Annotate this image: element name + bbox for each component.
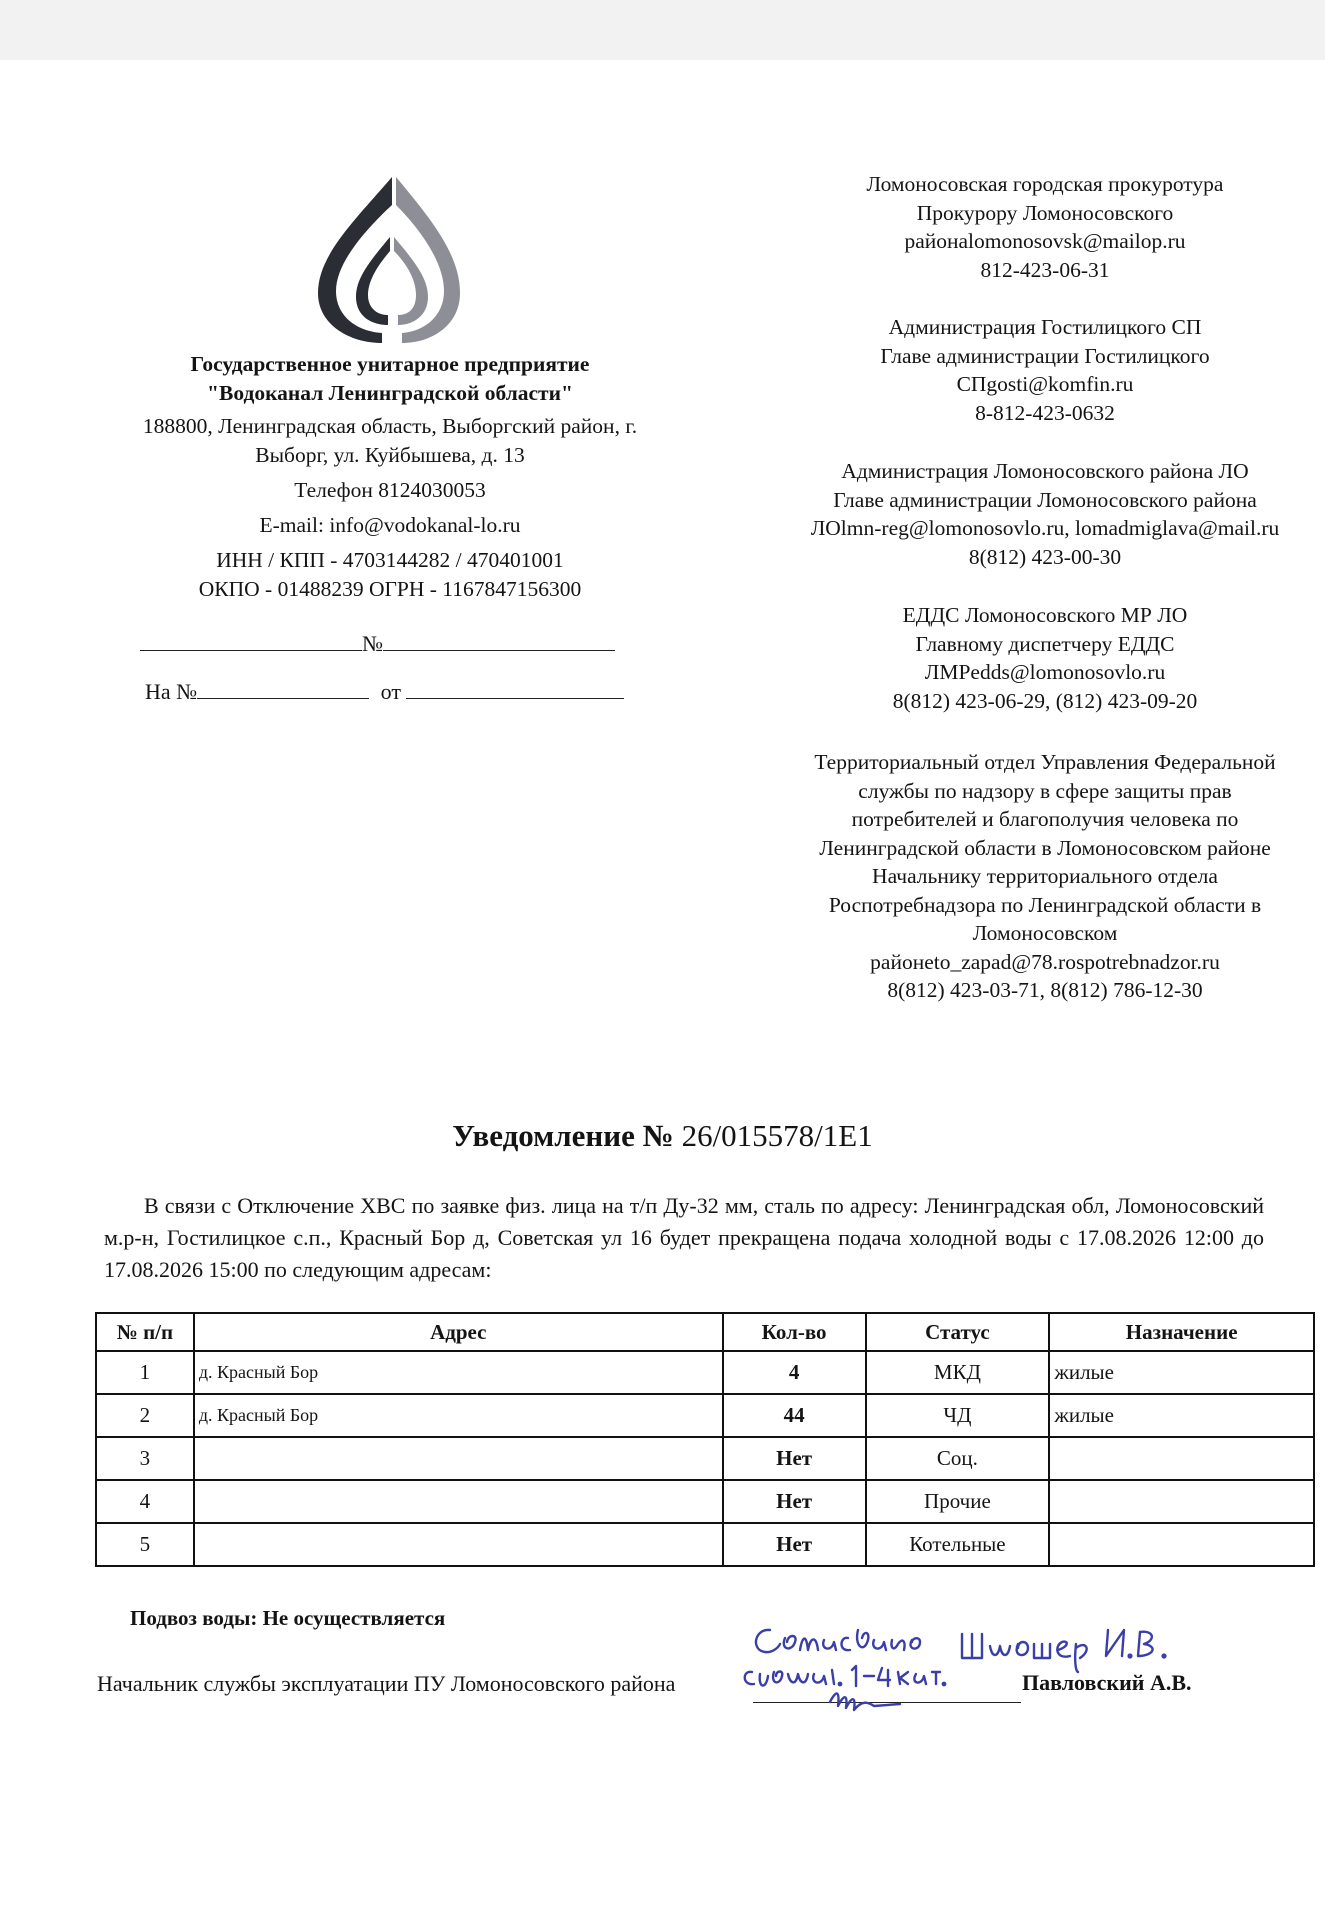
notice-title-label: Уведомление №: [452, 1118, 674, 1153]
org-name-line1: Государственное унитарное предприятие: [190, 352, 590, 376]
table-row: [96, 1394, 1314, 1437]
recipient-line: 8(812) 423-06-29, (812) 423-09-20: [892, 688, 1198, 713]
recipient-line: районаlomonosovsk@mailop.ru: [904, 229, 1186, 253]
recipient-line: 812-423-06-31: [980, 257, 1110, 282]
cell-number: 3: [96, 1437, 194, 1480]
cell-purpose: [1049, 1437, 1314, 1480]
cell-status: ЧД: [866, 1394, 1050, 1437]
org-name-line2: "Водоканал Ленинградской области": [207, 381, 573, 405]
recipient-line: 8-812-423-0632: [975, 400, 1115, 425]
cell-address: [194, 1480, 723, 1523]
org-okpo: ОКПО - 01488239 ОГРН - 1167847156300: [198, 577, 582, 601]
recipient-line: 8(812) 423-03-71, 8(812) 786-12-30: [887, 978, 1203, 1002]
chief-title: Начальник службы эксплуатации ПУ Ломоносовского района: [97, 1671, 676, 1696]
recipient-line: службы по надзору в сфере защиты прав: [858, 778, 1232, 803]
cell-status: МКД: [866, 1351, 1050, 1394]
handwritten-signature-icon: [740, 1610, 1240, 1730]
reply-number-line: [197, 676, 369, 699]
org-inn: ИНН / КПП - 4703144282 / 470401001: [216, 548, 564, 572]
cell-number: 4: [96, 1480, 194, 1523]
cell-address: [194, 1437, 723, 1480]
recipient-gostilitsy-admin: [770, 313, 1320, 427]
recipient-line: Ломоносовском: [972, 921, 1118, 945]
col-header-status: Статус: [866, 1313, 1050, 1351]
recipient-line: Ломоносовская городская прокуротура: [866, 172, 1224, 196]
recipient-line: ЛОlmn-reg@lomonosovlo.ru, lomadmiglava@mail.ru: [810, 516, 1280, 540]
cell-purpose: жилые: [1049, 1394, 1314, 1437]
org-address-line2: Выборг, ул. Куйбышева, д. 13: [255, 443, 525, 467]
recipient-line: 8(812) 423-00-30: [968, 544, 1122, 569]
cell-count: Нет: [723, 1437, 866, 1480]
organization-block: [95, 350, 685, 604]
recipient-line: Главному диспетчеру ЕДДС: [915, 631, 1175, 656]
top-bar: [0, 0, 1325, 60]
recipient-line: Прокурору Ломоносовского: [916, 200, 1174, 225]
recipient-line: СПgosti@komfin.ru: [956, 372, 1134, 396]
cell-number: 1: [96, 1351, 194, 1394]
recipient-rospotrebnadzor: [770, 748, 1320, 1005]
table-header-row: [96, 1313, 1314, 1351]
cell-address: [194, 1523, 723, 1566]
recipient-line: Администрация Гостилицкого СП: [888, 315, 1202, 339]
col-header-count: Кол-во: [723, 1313, 866, 1351]
signatory-name: Павловский А.В.: [1022, 1670, 1192, 1695]
reg-date-line: [140, 628, 362, 651]
reg-number-line: [383, 628, 615, 651]
cell-number: 5: [96, 1523, 194, 1566]
org-email: E-mail: info@vodokanal-lo.ru: [259, 513, 521, 537]
recipient-line: потребителей и благополучия человека по: [851, 807, 1239, 831]
cell-address: д. Красный Бор: [194, 1351, 723, 1394]
water-delivery-note: Подвоз воды: Не осуществляется: [130, 1606, 446, 1630]
recipient-prosecutor: [770, 170, 1320, 284]
recipient-line: Главе администрации Ломоносовского района: [833, 487, 1257, 512]
addresses-table: [95, 1312, 1315, 1567]
recipient-line: Начальнику территориального отдела: [872, 864, 1218, 888]
recipient-line: ЛМРedds@lomonosovlo.ru: [924, 660, 1166, 684]
recipient-line: ЕДДС Ломоносовского МР ЛО: [902, 603, 1188, 627]
notice-body-text: В связи с Отключение ХВС по заявке физ. лица на т/п Ду-32 мм, сталь по адресу: Ленинградская обл, Ломоносовский м.р-н, Гостилицкое с.п., Красный Бор д, Советская ул 16 будет прекращена подача холодной воды с 17.08.2026 12:00 до 17.08.2026 15:00 по следующим адресам:: [104, 1193, 1264, 1282]
table-row: [96, 1351, 1314, 1394]
cell-count: Нет: [723, 1480, 866, 1523]
recipient-lomonosov-admin: [770, 457, 1320, 571]
cell-purpose: жилые: [1049, 1351, 1314, 1394]
col-header-purpose: Назначение: [1049, 1313, 1314, 1351]
col-header-address: Адрес: [194, 1313, 723, 1351]
recipient-line: Территориальный отдел Управления Федеральной: [814, 750, 1276, 774]
cell-number: 2: [96, 1394, 194, 1437]
table-row: [96, 1480, 1314, 1523]
reg-no-label: №: [362, 631, 383, 656]
recipient-edds: [770, 601, 1320, 715]
cell-address: д. Красный Бор: [194, 1394, 723, 1437]
cell-count: 44: [723, 1394, 866, 1437]
recipient-line: Ленинградской области в Ломоносовском районе: [819, 835, 1271, 860]
vodokanal-logo-icon: [310, 175, 470, 345]
recipient-line: Администрация Ломоносовского района ЛО: [841, 459, 1249, 483]
reply-date-line: [406, 676, 624, 699]
table-row: [96, 1437, 1314, 1480]
cell-count: 4: [723, 1351, 866, 1394]
recipient-line: районeto_zapad@78.rospotrebnadzor.ru: [870, 949, 1220, 974]
cell-status: Прочие: [866, 1480, 1050, 1523]
recipient-line: Главе администрации Гостилицкого: [880, 343, 1210, 368]
notice-title: [0, 1118, 1325, 1154]
table-row: [96, 1523, 1314, 1566]
org-address-line1: 188800, Ленинградская область, Выборгский район, г.: [142, 414, 638, 438]
from-label: от: [380, 679, 401, 704]
cell-count: Нет: [723, 1523, 866, 1566]
cell-purpose: [1049, 1523, 1314, 1566]
org-phone: Телефон 8124030053: [294, 478, 486, 502]
cell-status: Котельные: [866, 1523, 1050, 1566]
notice-number: 26/015578/1Е1: [673, 1118, 873, 1153]
cell-status: Соц.: [866, 1437, 1050, 1480]
notice-body: [104, 1190, 1264, 1286]
cell-purpose: [1049, 1480, 1314, 1523]
reply-to-label: На №: [145, 679, 198, 704]
recipient-line: Роспотребнадзора по Ленинградской области в: [828, 892, 1262, 917]
col-header-number: № п/п: [96, 1313, 194, 1351]
